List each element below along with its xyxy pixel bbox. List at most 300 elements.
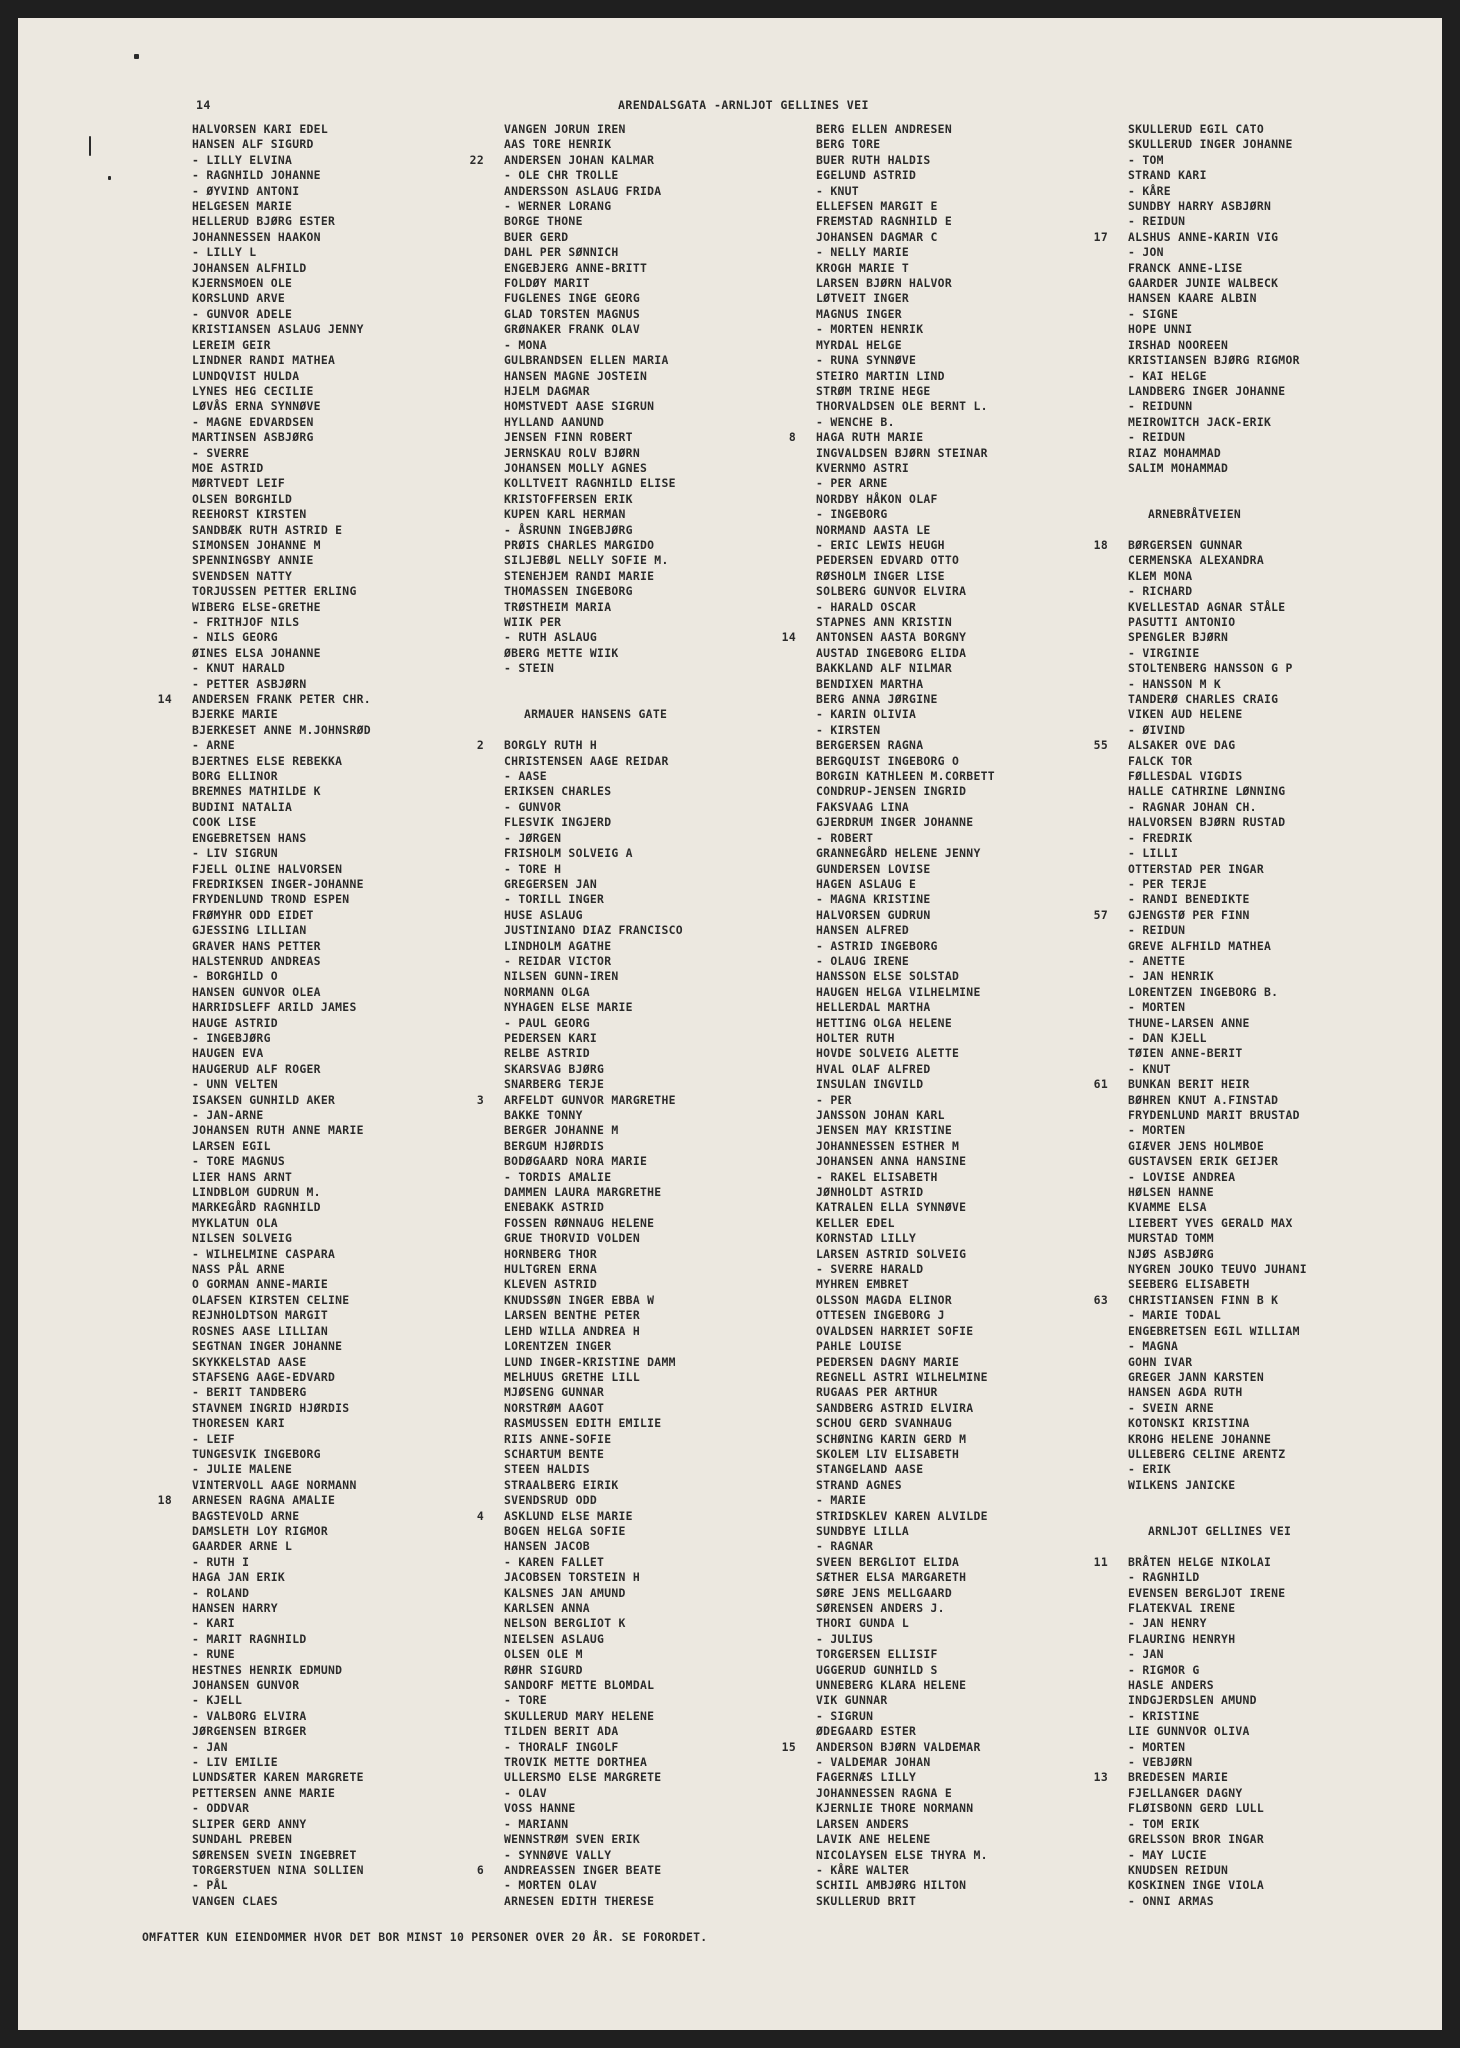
house-number: 14 bbox=[157, 692, 172, 707]
resident-entry: BAKKE TONNY bbox=[504, 1108, 583, 1122]
resident-entry: LEREIM GEIR bbox=[192, 337, 271, 352]
resident-entry bbox=[469, 152, 683, 168]
house-number: 22 bbox=[469, 152, 484, 167]
house-number: 18 bbox=[157, 1493, 172, 1508]
resident-entry: REGNELL ASTRI WILHELMINE bbox=[816, 1369, 988, 1384]
resident-entry: - INGEBJØRG bbox=[192, 1030, 271, 1045]
resident-entry: BØHREN KNUT A.FINSTAD bbox=[1128, 1092, 1279, 1107]
resident-entry: JANSSON JOHAN KARL bbox=[816, 1108, 945, 1122]
resident-entry: GLAD TORSTEN MAGNUS bbox=[504, 306, 640, 321]
street-heading: ARMAUER HANSENS GATE bbox=[524, 707, 668, 722]
resident-entry: STRAALBERG EIRIK bbox=[504, 1477, 619, 1492]
resident-entry: LANDBERG INGER JOHANNE bbox=[1128, 383, 1286, 398]
resident-entry: LINDBLOM GUDRUN M. bbox=[192, 1185, 321, 1200]
resident-entry: FUGLENES INGE GEORG bbox=[504, 291, 640, 306]
resident-entry: HORNBERG THOR bbox=[504, 1246, 598, 1261]
resident-entry: - MORTEN bbox=[1128, 1000, 1186, 1015]
resident-entry: LUND INGER-KRISTINE DAMM bbox=[504, 1354, 676, 1369]
resident-entry: - MAGNA bbox=[1128, 1339, 1179, 1354]
resident-entry: HOVDE SOLVEIG ALETTE bbox=[816, 1046, 960, 1061]
house-number: 2 bbox=[476, 738, 484, 753]
resident-entry: KNUDSSØN INGER EBBA W bbox=[504, 1292, 655, 1307]
resident-entry: PEDERSEN KARI bbox=[504, 1030, 598, 1045]
resident-entry: - AASE bbox=[504, 769, 547, 784]
resident-name: ALSHUS ANNE-KARIN VIG bbox=[1128, 229, 1279, 244]
resident-entry: BJERTNES ELSE REBEKKA bbox=[192, 753, 343, 768]
resident-entry: - GUNVOR ADELE bbox=[192, 306, 293, 321]
resident-entry: MYKLATUN OLA bbox=[192, 1215, 278, 1230]
resident-entry: THORESEN KARI bbox=[192, 1416, 286, 1431]
resident-entry: LINDNER RANDI MATHEA bbox=[192, 353, 336, 368]
resident-entry: - MAY LUCIE bbox=[1128, 1847, 1207, 1862]
resident-entry bbox=[1093, 1770, 1307, 1785]
resident-entry: - KÅRE bbox=[1128, 183, 1171, 198]
resident-entry: NJØS ASBJØRG bbox=[1128, 1246, 1214, 1261]
resident-entry: JOHANSEN GUNVOR bbox=[192, 1678, 300, 1693]
resident-entry: HARRIDSLEFF ARILD JAMES bbox=[192, 1000, 357, 1015]
resident-entry: - RAKEL ELISABETH bbox=[816, 1169, 938, 1184]
resident-entry: HELGESEN MARIE bbox=[192, 199, 293, 214]
resident-name: ALSAKER OVE DAG bbox=[1128, 738, 1236, 753]
resident-entry: HØLSEN HANNE bbox=[1128, 1185, 1214, 1200]
resident-entry: - MONA bbox=[504, 337, 547, 352]
resident-entry: HETTING OLGA HELENE bbox=[816, 1015, 952, 1030]
resident-entry: - PER TERJE bbox=[1128, 876, 1207, 891]
resident-entry: SEEBERG ELISABETH bbox=[1128, 1277, 1250, 1292]
resident-entry: HELLERUD BJØRG ESTER bbox=[192, 214, 336, 229]
resident-entry: - MARIT RAGNHILD bbox=[192, 1631, 307, 1646]
blank-line bbox=[504, 692, 683, 707]
footer-note: OMFATTER KUN EIENDOMMER HVOR DET BOR MINST 10 PERSONER OVER 20 ÅR. SE FORORDET. bbox=[142, 1930, 708, 1944]
resident-entry: HANSEN ALFRED bbox=[816, 923, 910, 938]
resident-entry: HALVORSEN KARI EDEL bbox=[192, 122, 328, 136]
house-number: 14 bbox=[781, 630, 796, 645]
resident-entry: INSULAN INGVILD bbox=[816, 1077, 924, 1092]
resident-entry: PEDERSEN DAGNY MARIE bbox=[816, 1354, 960, 1369]
house-number: 57 bbox=[1093, 907, 1108, 922]
resident-entry: - ØIVIND bbox=[1128, 722, 1186, 737]
resident-entry: TROVIK METTE DORTHEA bbox=[504, 1755, 648, 1770]
resident-entry: SØRENSEN ANDERS J. bbox=[816, 1601, 945, 1615]
resident-entry: HVAL OLAF ALFRED bbox=[816, 1061, 931, 1076]
house-number: 3 bbox=[476, 1092, 484, 1107]
resident-entry: - RUNE bbox=[192, 1647, 235, 1662]
resident-entry: EGELUND ASTRID bbox=[816, 168, 917, 183]
resident-entry: KOTONSKI KRISTINA bbox=[1128, 1416, 1250, 1431]
resident-entry: MELHUUS GRETHE LILL bbox=[504, 1369, 640, 1384]
resident-entry: - LILLY L bbox=[192, 245, 257, 260]
resident-entry: SUNDAHL PREBEN bbox=[192, 1832, 293, 1847]
resident-entry: - RAGNHILD JOHANNE bbox=[192, 168, 321, 183]
resident-entry: GULBRANDSEN ELLEN MARIA bbox=[504, 353, 669, 368]
resident-entry: - REIDUNN bbox=[1128, 399, 1193, 414]
resident-entry: BERGUM HJØRDIS bbox=[504, 1138, 605, 1153]
resident-entry: TORJUSSEN PETTER ERLING bbox=[192, 584, 357, 599]
resident-entry: GREVE ALFHILD MATHEA bbox=[1128, 938, 1272, 953]
resident-entry: GRANNEGÅRD HELENE JENNY bbox=[816, 846, 981, 861]
resident-entry: - ERIK bbox=[1128, 1462, 1171, 1477]
resident-entry: VIKEN AUD HELENE bbox=[1128, 707, 1243, 722]
resident-entry: HALVORSEN GUDRUN bbox=[816, 907, 931, 922]
resident-entry: NORDBY HÅKON OLAF bbox=[816, 491, 938, 506]
resident-entry: ENEBAKK ASTRID bbox=[504, 1200, 605, 1215]
resident-entry: JENSEN MAY KRISTINE bbox=[816, 1123, 952, 1138]
resident-entry: PAHLE LOUISE bbox=[816, 1339, 902, 1354]
resident-entry: HELLERDAL MARTHA bbox=[816, 1000, 931, 1015]
resident-entry: - SIGNE bbox=[1128, 306, 1179, 321]
house-number: 4 bbox=[476, 1508, 484, 1523]
resident-entry: GJESSING LILLIAN bbox=[192, 923, 307, 938]
resident-entry: - VEBJØRN bbox=[1128, 1755, 1193, 1770]
resident-entry: RIAZ MOHAMMAD bbox=[1128, 445, 1222, 460]
resident-entry: PRØIS CHARLES MARGIDO bbox=[504, 537, 655, 552]
resident-entry: - TORILL INGER bbox=[504, 892, 605, 907]
resident-entry: AAS TORE HENRIK bbox=[504, 137, 612, 152]
resident-entry: HANSEN HARRY bbox=[192, 1601, 278, 1615]
resident-entry: JUSTINIANO DIAZ FRANCISCO bbox=[504, 923, 683, 938]
column-1 bbox=[157, 122, 371, 1909]
resident-entry: SKULLERUD MARY HELENE bbox=[504, 1708, 655, 1723]
resident-entry: FRYDENLUND TROND ESPEN bbox=[192, 892, 350, 907]
resident-entry: AUSTAD INGEBORG ELIDA bbox=[816, 645, 967, 660]
resident-entry: GUNDERSEN LOVISE bbox=[816, 861, 931, 876]
resident-entry: - DAN KJELL bbox=[1128, 1030, 1207, 1045]
resident-entry: HAUGEN HELGA VILHELMINE bbox=[816, 984, 981, 999]
resident-entry: - RUNA SYNNØVE bbox=[816, 353, 917, 368]
resident-entry: LARSEN EGIL bbox=[192, 1138, 271, 1153]
resident-entry: - SVEIN ARNE bbox=[1128, 1400, 1214, 1415]
resident-entry: - JAN HENRIK bbox=[1128, 969, 1214, 984]
resident-entry bbox=[781, 630, 995, 645]
house-number: 17 bbox=[1093, 229, 1108, 244]
resident-entry bbox=[1093, 907, 1307, 923]
resident-entry: JOHANNESSEN ESTHER M bbox=[816, 1138, 960, 1153]
resident-entry: - JULIUS bbox=[816, 1631, 874, 1646]
resident-entry: SCHOU GERD SVANHAUG bbox=[816, 1416, 952, 1431]
resident-entry: - RIGMOR G bbox=[1128, 1662, 1200, 1677]
resident-entry: - KARIN OLIVIA bbox=[816, 707, 917, 722]
scan-speck bbox=[108, 176, 111, 180]
resident-entry: GRUE THORVID VOLDEN bbox=[504, 1231, 640, 1246]
resident-entry: STEIRO MARTIN LIND bbox=[816, 368, 945, 383]
resident-entry: - FREDRIK bbox=[1128, 830, 1193, 845]
street-heading: ARNEBRÅTVEIEN bbox=[1148, 507, 1242, 522]
resident-entry: KATRALEN ELLA SYNNØVE bbox=[816, 1200, 967, 1215]
resident-entry: LARSEN BENTHE PETER bbox=[504, 1308, 640, 1323]
resident-entry: LUNDSÆTER KAREN MARGRETE bbox=[192, 1770, 364, 1785]
resident-entry: HANSEN MAGNE JOSTEIN bbox=[504, 368, 648, 383]
resident-entry: KJERNSMOEN OLE bbox=[192, 276, 293, 291]
scan-speck bbox=[134, 54, 139, 59]
resident-entry: ØINES ELSA JOHANNE bbox=[192, 645, 321, 660]
resident-entry: - KNUT bbox=[816, 183, 859, 198]
column-3 bbox=[781, 122, 995, 1909]
resident-name: ANDERSEN JOHAN KALMAR bbox=[504, 152, 655, 167]
resident-entry: - SVERRE bbox=[192, 445, 250, 460]
resident-entry: STAVNEM INGRID HJØRDIS bbox=[192, 1400, 350, 1415]
resident-entry: SCHØNING KARIN GERD M bbox=[816, 1431, 967, 1446]
resident-entry: FLESVIK INGJERD bbox=[504, 815, 612, 830]
resident-entry: TANDERØ CHARLES CRAIG bbox=[1128, 692, 1279, 707]
resident-entry: SKYKKELSTAD AASE bbox=[192, 1354, 307, 1369]
resident-entry: - SVERRE HARALD bbox=[816, 1262, 924, 1277]
resident-entry: FRANCK ANNE-LISE bbox=[1128, 260, 1243, 275]
resident-entry: SVENDSEN NATTY bbox=[192, 568, 293, 583]
blank-line bbox=[1128, 1509, 1307, 1524]
resident-entry: OLAFSEN KIRSTEN CELINE bbox=[192, 1292, 350, 1307]
resident-entry: LØVÅS ERNA SYNNØVE bbox=[192, 399, 321, 414]
resident-entry: OLSSON MAGDA ELINOR bbox=[816, 1292, 952, 1307]
resident-entry: BREMNES MATHILDE K bbox=[192, 784, 321, 799]
resident-entry: - RAGNHILD bbox=[1128, 1570, 1200, 1585]
resident-entry: STRØM TRINE HEGE bbox=[816, 383, 931, 398]
resident-entry: VANGEN CLAES bbox=[192, 1893, 278, 1908]
resident-entry: - INGEBORG bbox=[816, 507, 888, 522]
house-number: 8 bbox=[788, 430, 796, 445]
resident-entry: SPENNINGSBY ANNIE bbox=[192, 553, 314, 568]
resident-entry: FAGERNÆS LILLY bbox=[816, 1770, 917, 1785]
resident-entry: MJØSENG GUNNAR bbox=[504, 1385, 605, 1400]
resident-entry: LUNDQVIST HULDA bbox=[192, 368, 300, 383]
resident-entry: - ERIC LEWIS HEUGH bbox=[816, 537, 945, 552]
resident-entry: VIK GUNNAR bbox=[816, 1693, 888, 1708]
column-4 bbox=[1093, 122, 1307, 1909]
resident-entry: ENGEBRETSEN EGIL WILLIAM bbox=[1128, 1323, 1300, 1338]
resident-entry: RUGAAS PER ARTHUR bbox=[816, 1385, 938, 1400]
resident-entry: - ONNI ARMAS bbox=[1128, 1893, 1214, 1908]
resident-entry: SANDBÆK RUTH ASTRID E bbox=[192, 522, 343, 537]
resident-entry: - ÅSRUNN INGEBJØRG bbox=[504, 522, 633, 537]
resident-name: HAGA RUTH MARIE bbox=[816, 430, 924, 445]
resident-entry: ENGEBJERG ANNE-BRITT bbox=[504, 260, 648, 275]
resident-entry bbox=[1093, 738, 1307, 753]
resident-entry: - JAN bbox=[192, 1739, 228, 1754]
resident-entry: CERMENSKA ALEXANDRA bbox=[1128, 553, 1264, 568]
resident-entry: TILDEN BERIT ADA bbox=[504, 1724, 619, 1739]
resident-entry: KNUDSEN REIDUN bbox=[1128, 1862, 1229, 1877]
blank-line bbox=[504, 677, 683, 692]
resident-entry: - STEIN bbox=[504, 661, 555, 676]
resident-entry: LIE GUNNVOR OLIVA bbox=[1128, 1724, 1250, 1739]
resident-entry: MARTINSEN ASBJØRG bbox=[192, 430, 314, 445]
resident-entry: LYNES HEG CECILIE bbox=[192, 383, 314, 398]
resident-entry: KLEM MONA bbox=[1128, 568, 1193, 583]
resident-entry: SCHIIL AMBJØRG HILTON bbox=[816, 1878, 967, 1893]
resident-name: ANDREASSEN INGER BEATE bbox=[504, 1862, 662, 1877]
resident-entry: BERGER JOHANNE M bbox=[504, 1123, 619, 1138]
resident-entry: - FRITHJOF NILS bbox=[192, 615, 300, 629]
blank-line bbox=[504, 723, 683, 738]
resident-entry: SOLBERG GUNVOR ELVIRA bbox=[816, 584, 967, 599]
resident-entry: DAMMEN LAURA MARGRETHE bbox=[504, 1185, 662, 1200]
house-number: 13 bbox=[1093, 1770, 1108, 1785]
resident-entry: - TORE bbox=[504, 1693, 547, 1708]
resident-entry: JOHANNESSEN RAGNA E bbox=[816, 1785, 952, 1800]
resident-entry: ANDERSSON ASLAUG FRIDA bbox=[504, 183, 662, 198]
resident-entry: BUER GERD bbox=[504, 229, 569, 244]
resident-entry: - VALBORG ELVIRA bbox=[192, 1708, 307, 1723]
resident-entry: FJELLANGER DAGNY bbox=[1128, 1785, 1243, 1800]
resident-entry: - UNN VELTEN bbox=[192, 1077, 278, 1092]
resident-entry: KVELLESTAD AGNAR STÅLE bbox=[1128, 599, 1286, 614]
resident-entry: LIER HANS ARNT bbox=[192, 1169, 293, 1184]
resident-entry: EVENSEN BERGLJOT IRENE bbox=[1128, 1585, 1286, 1600]
resident-entry: KJERNLIE THORE NORMANN bbox=[816, 1801, 974, 1816]
resident-entry: - RUTH I bbox=[192, 1554, 250, 1569]
resident-entry: MØRTVEDT LEIF bbox=[192, 476, 286, 491]
resident-entry: WILKENS JANICKE bbox=[1128, 1477, 1236, 1492]
resident-entry: KRISTOFFERSEN ERIK bbox=[504, 491, 633, 506]
resident-entry: FØLLESDAL VIGDIS bbox=[1128, 769, 1243, 784]
resident-entry: UGGERUD GUNHILD S bbox=[816, 1662, 938, 1677]
resident-entry: THORI GUNDA L bbox=[816, 1616, 910, 1631]
resident-entry bbox=[1093, 1554, 1307, 1570]
resident-entry: HAGEN ASLAUG E bbox=[816, 876, 917, 891]
resident-entry: - JULIE MALENE bbox=[192, 1462, 293, 1477]
resident-entry: FRISHOLM SOLVEIG A bbox=[504, 846, 633, 861]
resident-entry: - ANETTE bbox=[1128, 953, 1186, 968]
resident-entry: SKULLERUD EGIL CATO bbox=[1128, 122, 1264, 136]
resident-entry: - BERIT TANDBERG bbox=[192, 1385, 307, 1400]
resident-entry: SUNDBYE LILLA bbox=[816, 1523, 910, 1538]
resident-entry: KARLSEN ANNA bbox=[504, 1601, 590, 1615]
resident-entry: LORENTZEN INGER bbox=[504, 1339, 612, 1354]
resident-entry: JOHANSEN MOLLY AGNES bbox=[504, 460, 648, 475]
resident-entry: INDGJERDSLEN AMUND bbox=[1128, 1693, 1257, 1708]
resident-entry: - RAGNAR bbox=[816, 1539, 874, 1554]
resident-entry: ULLERSMO ELSE MARGRETE bbox=[504, 1770, 662, 1785]
resident-entry: OLSEN OLE M bbox=[504, 1647, 583, 1662]
street-heading: ARNLJOT GELLINES VEI bbox=[1148, 1523, 1292, 1538]
resident-entry: HANSEN ALF SIGURD bbox=[192, 137, 314, 152]
resident-entry: PEDERSEN EDVARD OTTO bbox=[816, 553, 960, 568]
resident-entry: - KNUT HARALD bbox=[192, 661, 286, 676]
resident-entry: BORGIN KATHLEEN M.CORBETT bbox=[816, 769, 995, 784]
resident-entry: STRAND KARI bbox=[1128, 168, 1207, 183]
resident-entry: SKULLERUD INGER JOHANNE bbox=[1128, 137, 1293, 152]
resident-entry: - PAUL GEORG bbox=[504, 1015, 590, 1030]
resident-entry: SALIM MOHAMMAD bbox=[1128, 460, 1229, 475]
resident-entry: - ARNE bbox=[192, 738, 235, 753]
resident-entry: FAKSVAAG LINA bbox=[816, 799, 910, 814]
resident-entry: SIMONSEN JOHANNE M bbox=[192, 537, 321, 552]
resident-entry: KUPEN KARL HERMAN bbox=[504, 507, 626, 522]
resident-entry: SILJEBØL NELLY SOFIE M. bbox=[504, 553, 669, 568]
resident-entry: SKARSVAG BJØRG bbox=[504, 1061, 605, 1076]
resident-entry: - MARIE bbox=[816, 1493, 867, 1508]
resident-entry: NASS PÅL ARNE bbox=[192, 1262, 286, 1277]
resident-entry: JACOBSEN TORSTEIN H bbox=[504, 1570, 640, 1585]
house-number: 55 bbox=[1093, 738, 1108, 753]
resident-entry: - HANSSON M K bbox=[1128, 676, 1222, 691]
resident-entry: REEHORST KIRSTEN bbox=[192, 507, 307, 522]
resident-entry: - JAN-ARNE bbox=[192, 1108, 264, 1122]
resident-entry: VANGEN JORUN IREN bbox=[504, 122, 626, 136]
resident-entry: STEEN HALDIS bbox=[504, 1462, 590, 1477]
resident-entry: KRISTIANSEN ASLAUG JENNY bbox=[192, 322, 364, 337]
resident-entry: VOSS HANNE bbox=[504, 1801, 576, 1816]
resident-entry: GREGERSEN JAN bbox=[504, 876, 598, 891]
resident-entry: TORGERSTUEN NINA SOLLIEN bbox=[192, 1862, 364, 1877]
resident-entry: - NILS GEORG bbox=[192, 630, 278, 645]
resident-entry: BENDIXEN MARTHA bbox=[816, 676, 924, 691]
resident-entry: - LIV SIGRUN bbox=[192, 846, 278, 861]
resident-entry: LEHD WILLA ANDREA H bbox=[504, 1323, 640, 1338]
resident-entry: - SIGRUN bbox=[816, 1708, 874, 1723]
resident-entry: RØSHOLM INGER LISE bbox=[816, 568, 945, 583]
resident-entry: - BORGHILD O bbox=[192, 969, 278, 984]
resident-name: BORGLY RUTH H bbox=[504, 738, 598, 753]
house-number: 15 bbox=[781, 1739, 796, 1754]
resident-entry: BJERKESET ANNE M.JOHNSRØD bbox=[192, 722, 371, 737]
resident-entry: - LILLI bbox=[1128, 846, 1179, 861]
resident-entry: UNNEBERG KLARA HELENE bbox=[816, 1678, 967, 1693]
resident-entry: - KRISTINE bbox=[1128, 1708, 1200, 1723]
resident-entry: - ØYVIND ANTONI bbox=[192, 183, 300, 198]
resident-entry: CHRISTENSEN AAGE REIDAR bbox=[504, 753, 669, 768]
resident-entry: STOLTENBERG HANSSON G P bbox=[1128, 661, 1293, 676]
resident-entry: STRAND AGNES bbox=[816, 1477, 902, 1492]
resident-entry: BERG ANNA JØRGINE bbox=[816, 692, 938, 707]
resident-entry: MOE ASTRID bbox=[192, 460, 264, 475]
resident-entry bbox=[1093, 537, 1307, 553]
resident-entry: SANDORF METTE BLOMDAL bbox=[504, 1678, 655, 1693]
resident-entry: JENSEN FINN ROBERT bbox=[504, 430, 633, 445]
resident-entry: - KAREN FALLET bbox=[504, 1554, 605, 1569]
resident-name: GJENGSTØ PER FINN bbox=[1128, 907, 1250, 922]
resident-entry: GIÆVER JENS HOLMBOE bbox=[1128, 1138, 1264, 1153]
resident-entry: BUDINI NATALIA bbox=[192, 799, 293, 814]
resident-entry: KRISTIANSEN BJØRG RIGMOR bbox=[1128, 353, 1300, 368]
resident-entry: NYGREN JOUKO TEUVO JUHANI bbox=[1128, 1262, 1307, 1277]
resident-entry: TØIEN ANNE-BERIT bbox=[1128, 1046, 1243, 1061]
resident-entry: BERGQUIST INGEBORG O bbox=[816, 753, 960, 768]
resident-entry: RELBE ASTRID bbox=[504, 1046, 590, 1061]
resident-entry: ENGEBRETSEN HANS bbox=[192, 830, 307, 845]
resident-entry: BERG TORE bbox=[816, 137, 881, 152]
resident-entry: JOHANSEN ALFHILD bbox=[192, 260, 307, 275]
resident-entry: NICOLAYSEN ELSE THYRA M. bbox=[816, 1847, 988, 1862]
resident-name: BREDESEN MARIE bbox=[1128, 1770, 1229, 1785]
resident-entry: COOK LISE bbox=[192, 815, 257, 830]
resident-entry: - KAI HELGE bbox=[1128, 368, 1207, 383]
resident-entry: SØRENSEN SVEIN INGEBRET bbox=[192, 1847, 357, 1862]
resident-entry: STAPNES ANN KRISTIN bbox=[816, 615, 952, 629]
resident-entry: SKOLEM LIV ELISABETH bbox=[816, 1446, 960, 1461]
page-number: 14 bbox=[196, 98, 211, 112]
resident-entry: BORGE THONE bbox=[504, 214, 583, 229]
resident-entry: HANSEN AGDA RUTH bbox=[1128, 1385, 1243, 1400]
resident-entry: HYLLAND AANUND bbox=[504, 414, 605, 429]
resident-name: ANDERSEN FRANK PETER CHR. bbox=[192, 692, 371, 707]
resident-entry: STAFSENG AAGE-EDVARD bbox=[192, 1369, 336, 1384]
resident-name: ARNESEN RAGNA AMALIE bbox=[192, 1493, 336, 1508]
resident-entry: - ROLAND bbox=[192, 1585, 250, 1600]
resident-entry: KROGH MARIE T bbox=[816, 260, 910, 275]
resident-entry: NORMANN OLGA bbox=[504, 984, 590, 999]
resident-entry: STRIDSKLEV KAREN ALVILDE bbox=[816, 1508, 988, 1523]
resident-entry: THORVALDSEN OLE BERNT L. bbox=[816, 399, 988, 414]
resident-entry: BERG ELLEN ANDRESEN bbox=[816, 122, 952, 136]
resident-entry: ØDEGAARD ESTER bbox=[816, 1724, 917, 1739]
resident-entry: GRAVER HANS PETTER bbox=[192, 938, 321, 953]
resident-entry: KVAMME ELSA bbox=[1128, 1200, 1207, 1215]
resident-entry: CONDRUP-JENSEN INGRID bbox=[816, 784, 967, 799]
resident-entry: KVERNMO ASTRI bbox=[816, 460, 910, 475]
resident-entry: BODØGAARD NORA MARIE bbox=[504, 1154, 648, 1169]
resident-entry: WIBERG ELSE-GRETHE bbox=[192, 599, 321, 614]
resident-entry: GUSTAVSEN ERIK GEIJER bbox=[1128, 1154, 1279, 1169]
